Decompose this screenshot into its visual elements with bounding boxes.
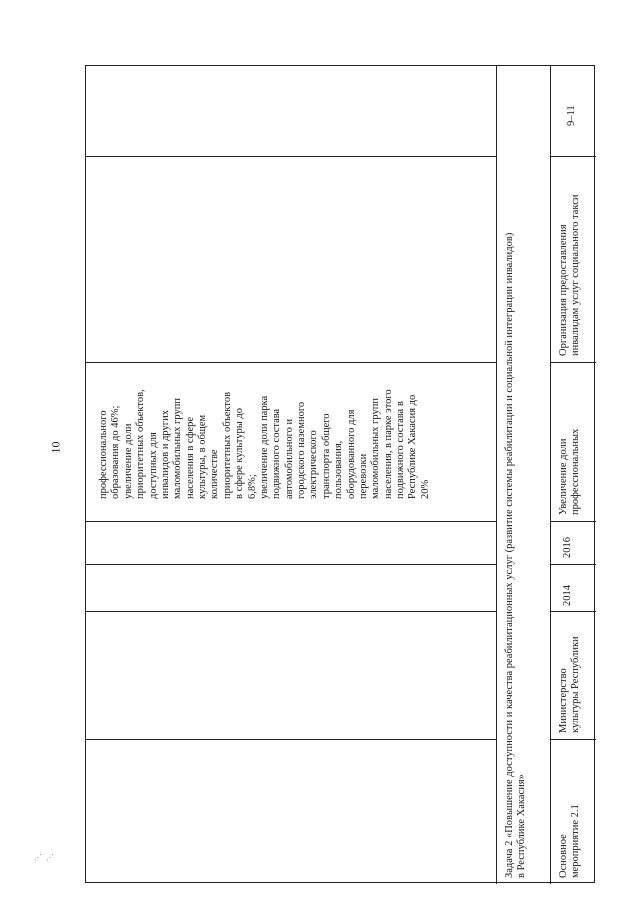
col-line-3b [550,521,596,522]
col-line-4b [550,564,596,565]
start-year-cell: 2014 [562,585,573,606]
col-line-2b [550,362,596,363]
col-line-4 [86,564,496,565]
col-line-2 [86,362,496,363]
page-number: 10 [48,441,63,454]
executor-cell: Министерство культуры Республики [558,636,582,733]
scan-mark: ⋰ ⋰ [34,853,55,862]
end-year-cell: 2016 [562,537,573,558]
col-line-1b [550,156,596,157]
indicator-cell: 9–11 [566,105,577,126]
task-row-bottom-border [550,66,551,884]
col-line-5 [86,611,496,612]
consequence-cell: Организация предоставления инвалидам услуг социального такси [558,194,582,356]
col-line-3 [86,521,496,522]
col-line-5b [550,611,596,612]
col-line-6b [550,739,596,740]
col-line-1 [86,156,496,157]
col-line-6 [86,739,496,740]
task-2-heading: Задача 2 «Повышение доступности и качества реабилитационных услуг (развитие системы реабилитации и социальной интеграции инвалидов) в Республике Хакасия» [504,232,528,878]
upper-row-results-text: профессионального образования до 46%; увеличение доли приоритетных объектов, доступных для инвалидов и других маломобильных групп населения в сфере культуры, в общем количестве приоритетных объектов в сфере культуры до 6,8%; увеличение доли парка подвижного состава автомобильного и городского наземного электрического транспорта общего пользования, оборудованного для перевозки маломобильных групп населения, в парке этого подвижного состава в Республике Хакасия до 20% [98,389,431,499]
measure-name-cell: Основное мероприятие 2.1 [558,804,582,878]
task-row-top-border [496,66,497,884]
result-cell: Увеличение доли профессиональных [558,428,582,515]
program-table [85,65,595,883]
